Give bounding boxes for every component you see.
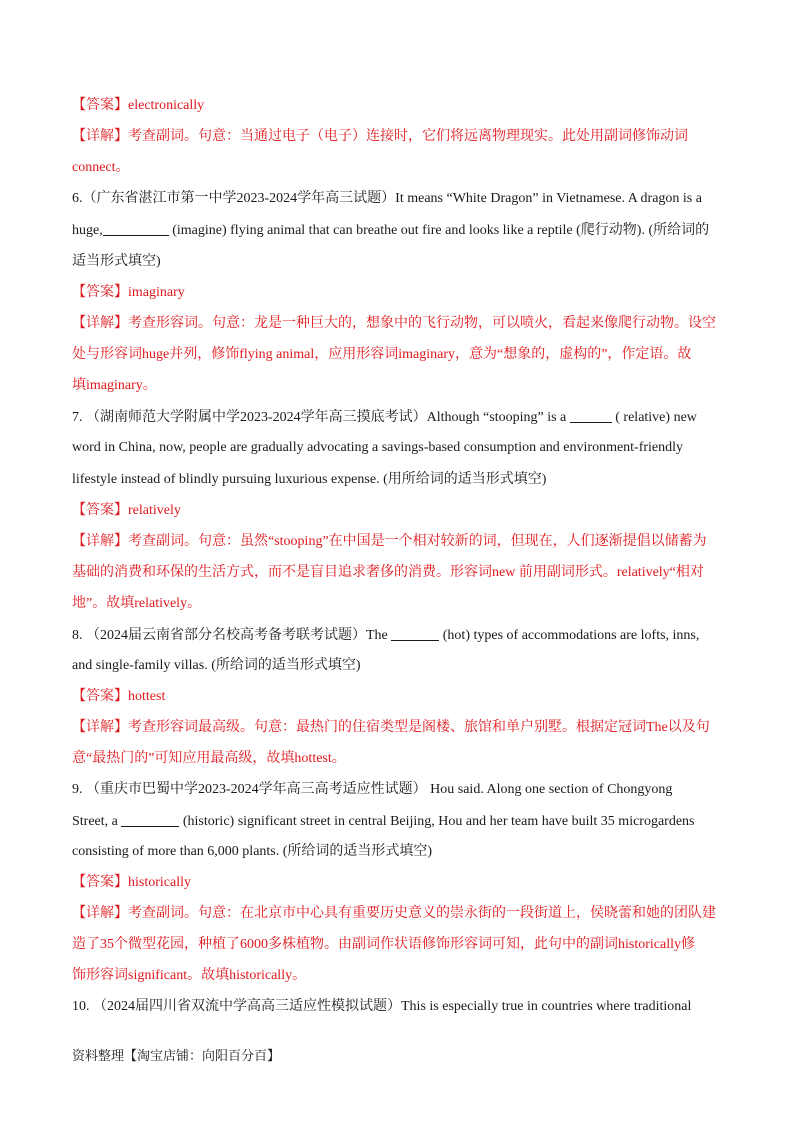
question-7-text-a: 7. （湖南师范大学附属中学2023-2024学年高三摸底考试）Although “stooping” is a	[72, 410, 570, 425]
detail-q5-line1: 【详解】考查副词。句意：当通过电子（电子）连接时，它们将远离物理现实。此处用副词修饰动词	[72, 129, 688, 144]
question-9-text-a: Street, a	[72, 814, 122, 829]
answer-q7: 【答案】relatively	[72, 503, 181, 518]
detail-q6-line1: 【详解】考查形容词。句意：龙是一种巨大的，想象中的飞行动物，可以喷火，看起来像爬行动物。设空	[72, 316, 716, 331]
detail-q9-line2: 造了35个微型花园，种植了6000多株植物。由副词作状语修饰形容词可知，此句中的副词historically修	[72, 937, 695, 952]
question-9-line1: 9. （重庆市巴蜀中学2023-2024学年高三高考适应性试题） Hou said. Along one section of Chongyong	[72, 782, 673, 797]
detail-q7-line2: 基础的消费和环保的生活方式，而不是盲目追求奢侈的消费。形容词new 前用副词形式。relatively“相对	[72, 565, 704, 580]
blank-q9	[121, 812, 179, 827]
detail-q7-line1: 【详解】考查副词。句意：虽然“stooping”在中国是一个相对较新的词，但现在，人们逐渐提倡以储蓄为	[72, 534, 707, 549]
answer-q6: 【答案】imaginary	[72, 285, 185, 300]
question-6-text-a: huge,	[72, 223, 103, 238]
question-6-text-b: (imagine) flying animal that can breathe out fire and looks like a reptile (爬行动物). (所给词的	[168, 223, 710, 238]
question-7-line2: word in China, now, people are gradually advocating a savings-based consumption and environment-friendly	[72, 440, 684, 455]
question-6-line1: 6.（广东省湛江市第一中学2023-2024学年高三试题）It means “White Dragon” in Vietnamese. A dragon is a	[72, 191, 702, 206]
question-8-text-a: 8. （2024届云南省部分名校高考备考联考试题）The	[72, 628, 392, 643]
answer-q5: 【答案】electronically	[72, 98, 205, 113]
question-7-line1	[72, 408, 732, 427]
page-footer: 资料整理【淘宝店铺：向阳百分百】	[72, 1048, 281, 1063]
detail-q9-line3: 饰形容词significant。故填historically。	[72, 968, 307, 983]
question-10-line1: 10. （2024届四川省双流中学高高三适应性模拟试题）This is especially true in countries where traditional	[72, 999, 692, 1014]
question-7-line3: lifestyle instead of blindly pursuing luxurious expense. (用所给词的适当形式填空)	[72, 472, 547, 487]
blank-q6	[103, 221, 169, 236]
blank-q8	[391, 626, 439, 641]
detail-q6-line3: 填imaginary。	[72, 378, 157, 393]
answer-q8: 【答案】hottest	[72, 689, 166, 704]
detail-q6-line2: 处与形容词huge并列，修饰flying animal，应用形容词imaginary，意为“想象的，虚构的”，作定语。故	[72, 347, 692, 362]
question-6-line3: 适当形式填空)	[72, 254, 161, 269]
detail-q5-line2: connect。	[72, 160, 130, 175]
answer-q9: 【答案】historically	[72, 875, 191, 890]
blank-q7	[570, 408, 612, 423]
question-9-text-b: (historic) significant street in central Beijing, Hou and her team have built 35 microgardens	[179, 814, 695, 829]
question-9-line3: consisting of more than 6,000 plants. (所给词的适当形式填空)	[72, 844, 433, 859]
detail-q8-line2: 意“最热门的”可知应用最高级，故填hottest。	[72, 751, 346, 766]
question-8-line1	[72, 626, 732, 645]
detail-q9-line1: 【详解】考查副词。句意：在北京市中心具有重要历史意义的崇永街的一段街道上，侯晓蕾和她的团队建	[72, 906, 716, 921]
question-9-line2	[72, 812, 732, 831]
question-6-line2	[72, 221, 732, 240]
question-8-text-b: (hot) types of accommodations are lofts, inns,	[439, 628, 700, 643]
question-8-line2: and single-family villas. (所给词的适当形式填空)	[72, 658, 361, 673]
detail-q8-line1: 【详解】考查形容词最高级。句意：最热门的住宿类型是阁楼、旅馆和单户别墅。根据定冠词The以及句	[72, 720, 710, 735]
detail-q7-line3: 地”。故填relatively。	[72, 596, 202, 611]
question-7-text-b: ( relative) new	[611, 410, 697, 425]
